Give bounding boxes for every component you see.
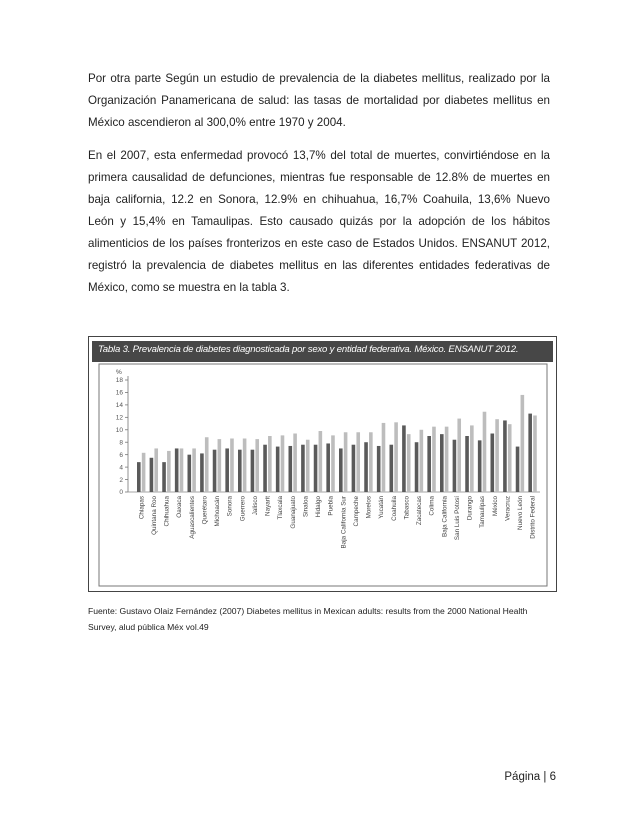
bar-series-b: [142, 453, 146, 492]
y-tick-label: 12: [115, 414, 123, 422]
category-label: Nayarit: [264, 496, 272, 516]
category-label: Yucatán: [378, 496, 386, 519]
table-caption-frame: [88, 336, 557, 364]
category-label: Aguascalientes: [188, 496, 196, 539]
bar-series-a: [440, 434, 444, 492]
bar-series-b: [192, 448, 196, 492]
bar-series-b: [521, 395, 525, 492]
page-footer: [504, 771, 556, 783]
bar-series-b: [470, 425, 474, 492]
category-label: Querétaro: [201, 496, 209, 525]
bar-series-b: [167, 451, 171, 492]
category-label: Durango: [466, 496, 474, 521]
y-axis-label: %: [116, 369, 122, 376]
bar-series-a: [225, 448, 229, 492]
bar-series-a: [364, 442, 368, 492]
bar-series-a: [528, 414, 532, 492]
bar-series-a: [301, 445, 305, 492]
bar-series-a: [415, 442, 419, 492]
bar-series-b: [306, 440, 310, 492]
category-label: Veracruz: [504, 496, 512, 521]
category-label: Baja California Sur: [340, 496, 348, 549]
bar-series-b: [445, 427, 449, 492]
bar-series-b: [420, 430, 424, 492]
bar-series-a: [162, 462, 166, 492]
bar-series-a: [453, 440, 457, 492]
category-label: Puebla: [327, 496, 335, 516]
y-tick-label: 8: [119, 439, 123, 447]
category-label: Colima: [428, 496, 436, 516]
source-note: Fuente: Gustavo Olaiz Fernández (2007) Diabetes mellitus in Mexican adults: results from the 2000 National Health Survey, alud pública Méx vol.49: [88, 606, 528, 632]
category-label: México: [491, 496, 499, 516]
bar-series-a: [263, 445, 267, 492]
statistics-paragraph: En el 2007, esta enfermedad provocó 13,7% del total de muertes, convirtiéndose en la primera causalidad de defunciones, mientras fue responsable de 12.8% de muertes en baja california, 12.2 en Sonora, 12.9% en chihuahua, 16,7% Coahuila, 13,6% Nuevo León y 15,4% en Tamaulipas. Esto causado quizás por la adopción de los hábitos alimenticios de los países fronterizos en este caso de Estados Unidos. ENSANUT 2012, registró la prevalencia de diabetes mellitus en las diferentes entidades federativas de México, como se muestra en la tabla 3.: [88, 149, 550, 294]
bar-series-b: [432, 427, 436, 492]
bar-series-b: [508, 424, 512, 492]
y-tick-label: 10: [115, 426, 123, 434]
category-label: Morelos: [365, 496, 373, 519]
bar-series-a: [326, 443, 330, 492]
category-label: Coahuila: [390, 496, 398, 521]
y-tick-label: 4: [119, 464, 123, 472]
bar-series-b: [319, 431, 323, 492]
bar-series-b: [344, 432, 348, 492]
y-tick-label: 2: [119, 476, 123, 484]
bar-series-a: [503, 420, 507, 492]
y-tick-label: 6: [119, 451, 123, 459]
bar-series-a: [150, 458, 154, 492]
table-caption: Tabla 3. Prevalencia de diabetes diagnosticada por sexo y entidad federativa. México. ENSANUT 2012.: [92, 341, 553, 364]
bar-series-a: [276, 447, 280, 492]
category-label: Jalisco: [251, 496, 259, 516]
bar-series-b: [255, 439, 259, 492]
page-separator: |: [543, 771, 547, 783]
category-label: Nuevo León: [517, 496, 525, 530]
bar-series-a: [238, 450, 242, 492]
bar-series-a: [175, 448, 179, 492]
category-label: Tabasco: [403, 496, 411, 520]
bar-series-b: [394, 422, 398, 492]
bar-series-a: [390, 445, 394, 492]
category-label: Tamaulipas: [479, 496, 487, 528]
bar-series-a: [137, 462, 141, 492]
y-tick-label: 18: [115, 377, 123, 385]
bar-series-a: [289, 446, 293, 492]
category-label: Campeche: [352, 496, 360, 527]
bar-series-a: [516, 447, 520, 492]
bar-series-b: [268, 436, 272, 492]
y-tick-label: 14: [115, 402, 123, 410]
bar-series-a: [491, 434, 495, 492]
bar-series-a: [377, 446, 381, 492]
bar-series-b: [293, 434, 297, 492]
bar-series-b: [382, 423, 386, 492]
category-label: Zacatecas: [416, 496, 424, 526]
bar-series-a: [478, 440, 482, 492]
bar-series-a: [427, 436, 431, 492]
bar-series-b: [457, 419, 461, 492]
category-label: Guanajuato: [289, 496, 297, 529]
category-label: Guerrero: [239, 496, 247, 522]
bar-series-a: [200, 453, 204, 492]
bar-series-b: [533, 415, 537, 492]
bar-series-b: [369, 432, 373, 492]
category-label: Sonora: [226, 496, 234, 517]
bar-series-b: [243, 438, 247, 492]
bar-series-b: [356, 432, 360, 492]
category-label: Quintana Roo: [150, 496, 158, 535]
chart-frame: [88, 362, 557, 592]
category-label: Chihuahua: [163, 496, 171, 527]
category-label: San Luis Potosí: [453, 496, 461, 541]
category-label: Hidalgo: [315, 496, 323, 518]
y-tick-label: 16: [115, 389, 123, 397]
bar-series-b: [495, 419, 499, 492]
category-label: Chiapas: [138, 496, 146, 520]
bar-series-b: [218, 439, 222, 492]
bar-series-a: [402, 425, 406, 492]
bar-series-a: [251, 450, 255, 492]
category-label: Michoacán: [214, 496, 222, 527]
category-label: Tlaxcala: [277, 496, 285, 520]
bar-series-a: [314, 445, 318, 492]
category-label: Baja California: [441, 496, 449, 537]
category-label: Oaxaca: [176, 496, 184, 518]
bar-series-b: [407, 434, 411, 492]
bar-series-b: [281, 435, 285, 492]
bar-series-a: [339, 448, 343, 492]
bar-series-a: [213, 450, 217, 492]
bar-series-a: [188, 455, 192, 492]
category-label: Sinaloa: [302, 496, 310, 518]
bar-series-b: [180, 448, 184, 492]
bar-series-b: [154, 448, 158, 492]
bar-series-b: [230, 438, 234, 492]
page-number: 6: [549, 771, 556, 783]
prevalence-bar-chart: [92, 362, 554, 590]
bar-series-a: [352, 445, 356, 492]
bar-series-b: [331, 435, 335, 492]
bar-series-a: [465, 436, 469, 492]
intro-paragraph: Por otra parte Según un estudio de prevalencia de la diabetes mellitus, realizado por la Organización Panamericana de salud: las tasas de mortalidad por diabetes mellitus en México ascendieron al 300,0% entre 1970 y 2004.: [88, 72, 550, 129]
bar-series-b: [205, 437, 209, 492]
page-label: Página: [504, 771, 541, 783]
y-tick-label: 0: [119, 489, 123, 497]
bar-series-b: [483, 412, 487, 492]
category-label: Distrito Federal: [529, 496, 537, 539]
